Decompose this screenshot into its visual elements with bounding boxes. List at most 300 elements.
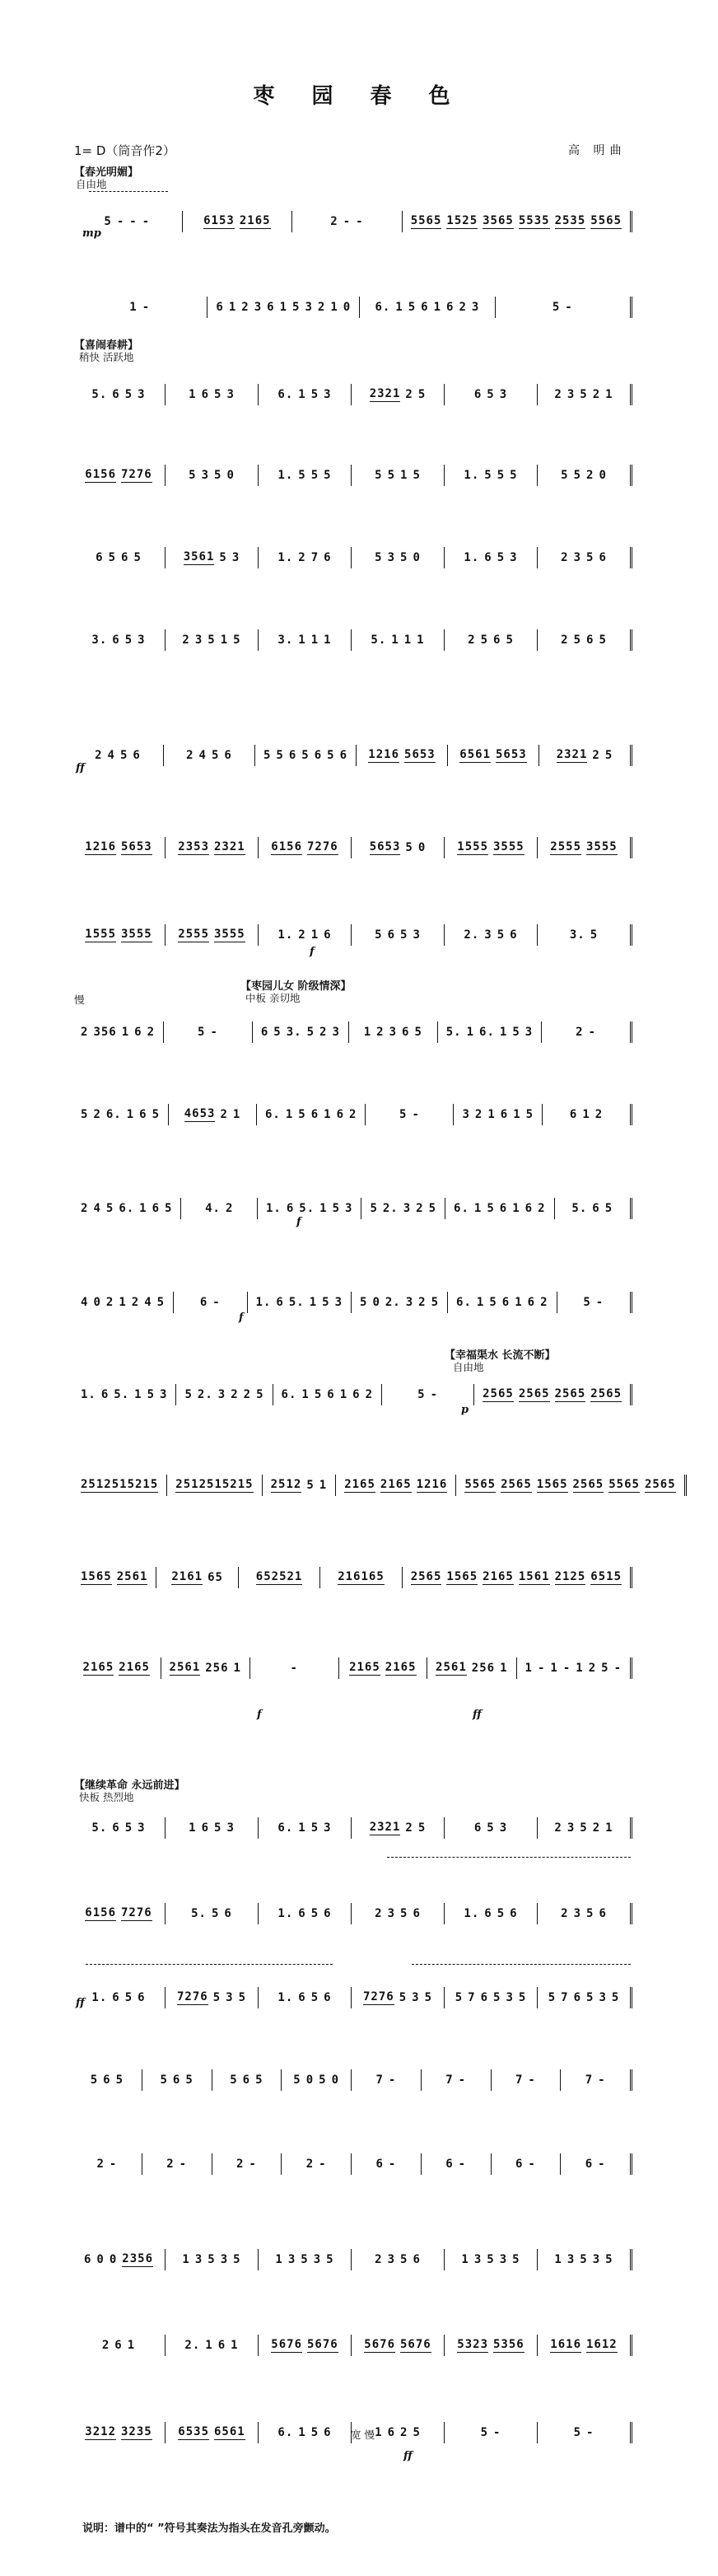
beam-line <box>117 1584 148 1585</box>
note-text: - <box>388 2158 397 2171</box>
note-text: 1616 <box>550 2338 581 2351</box>
note-text: 2 <box>594 1108 604 1121</box>
note-text: 0 <box>413 551 421 564</box>
note-text: - <box>116 215 125 228</box>
note-group <box>538 1202 545 1215</box>
note-group <box>254 301 262 314</box>
measure <box>174 1292 247 1313</box>
note-group <box>405 1821 413 1835</box>
note-group <box>506 633 513 647</box>
note-text: 1 <box>298 1821 306 1835</box>
note-group <box>265 1108 281 1121</box>
measure <box>474 1384 632 1405</box>
beam-line <box>203 228 235 229</box>
note-group <box>91 2073 98 2087</box>
note-group <box>418 388 426 401</box>
note-group <box>493 2338 525 2353</box>
note-group <box>173 2073 180 2087</box>
note-group <box>306 2158 314 2171</box>
measure <box>166 2335 259 2356</box>
note-group <box>389 2158 396 2171</box>
note-text: 5653 <box>404 748 436 761</box>
note-group <box>277 928 293 942</box>
note-group <box>574 551 581 564</box>
note-group <box>81 1570 112 1585</box>
note-text: 2 <box>95 749 103 762</box>
note-text: 1 <box>301 1388 310 1401</box>
note-text: 1. <box>464 551 480 564</box>
note-group <box>93 1026 116 1039</box>
note-text: 2165 <box>483 1570 514 1583</box>
note-text: 5 <box>493 1991 501 2004</box>
beam-line <box>550 2352 581 2353</box>
note-group <box>645 1478 676 1493</box>
note-group <box>574 633 581 647</box>
note-group <box>81 1202 88 1215</box>
note-group <box>125 633 133 647</box>
beam-line <box>271 2352 302 2353</box>
note-group <box>493 633 501 647</box>
note-group <box>182 2253 189 2266</box>
note-text: 5 <box>147 1388 156 1401</box>
note-group <box>459 2158 466 2171</box>
note-group <box>263 749 271 762</box>
beam-line <box>307 854 338 855</box>
measure <box>445 1198 554 1219</box>
note-group <box>395 301 403 314</box>
note-text: 1 <box>330 301 338 314</box>
note-text: 6 <box>387 928 395 942</box>
note-group <box>324 1907 331 1920</box>
note-group <box>189 1821 196 1835</box>
note-group <box>417 1388 425 1401</box>
note-group <box>271 1478 302 1493</box>
note-group <box>117 1570 148 1585</box>
note-text: 6 <box>484 1907 492 1920</box>
note-text: 3 <box>499 388 508 401</box>
note-group <box>574 469 581 482</box>
note-group <box>538 1662 545 1675</box>
measure <box>403 1567 632 1588</box>
note-group <box>121 468 152 483</box>
note-text: 2 <box>225 1202 234 1215</box>
note-text: 6 <box>493 633 501 647</box>
note-text: 3 <box>473 2253 483 2266</box>
note-text: 6156 <box>85 468 116 481</box>
note-text: 5 <box>301 2253 309 2266</box>
measure <box>259 2335 352 2356</box>
measure <box>403 211 632 232</box>
note-group <box>241 301 249 314</box>
note-text: 6561 <box>214 2425 245 2438</box>
note-group <box>184 550 215 565</box>
note-text: 1. <box>277 551 294 564</box>
note-text: 7 <box>515 2073 524 2087</box>
note-group <box>483 1387 514 1402</box>
note-group <box>91 633 107 647</box>
note-text: 6. <box>265 1108 281 1121</box>
note-group <box>226 1202 233 1215</box>
note-text: 5. <box>114 1388 130 1401</box>
note-group <box>590 1570 622 1585</box>
note-group <box>349 1661 380 1676</box>
note-group <box>375 2073 383 2087</box>
note-group <box>229 301 236 314</box>
note-group <box>230 2073 237 2087</box>
note-text: 2565 <box>483 1387 514 1400</box>
note-text: 3 <box>566 388 576 401</box>
note-group <box>493 2426 501 2439</box>
note-text: 1 <box>487 1108 496 1121</box>
measure <box>448 1292 557 1313</box>
note-group <box>212 1296 220 1309</box>
note-text: 5 <box>105 1202 114 1215</box>
note-text: 3 <box>413 928 421 942</box>
note-text: 2 <box>93 1108 101 1121</box>
measure <box>445 2422 538 2443</box>
note-text: 2165 <box>349 1661 380 1674</box>
note-group <box>590 214 622 229</box>
measure <box>538 2422 632 2443</box>
note-text: 5 <box>417 388 427 401</box>
beam-line <box>590 1584 622 1585</box>
note-group <box>413 928 420 942</box>
note-group <box>104 215 111 228</box>
note-group <box>138 388 145 401</box>
note-text: 2165 <box>82 1661 114 1674</box>
beam-line <box>590 1401 622 1402</box>
note-group <box>311 633 319 647</box>
note-group <box>298 1821 305 1835</box>
note-text: 1 <box>339 1388 348 1401</box>
note-text: 3 <box>510 551 518 564</box>
note-group <box>434 301 441 314</box>
note-text: - <box>430 1388 438 1401</box>
note-group <box>220 1108 227 1121</box>
note-text: 1. <box>265 1202 282 1215</box>
note-group <box>483 1570 514 1585</box>
note-text: 3 <box>231 551 240 564</box>
note-group <box>109 551 116 564</box>
beam-line <box>170 1675 201 1676</box>
note-group <box>324 551 331 564</box>
note-group <box>178 2425 209 2440</box>
note-text: 2 <box>235 2158 245 2171</box>
note-text: 5676 <box>307 2338 338 2351</box>
composer: 高 明曲 <box>568 144 627 157</box>
note-group <box>413 469 420 482</box>
beam-line <box>483 1584 514 1585</box>
note-text: 2 <box>375 1907 383 1920</box>
staff-row-8 <box>72 834 632 862</box>
note-text: 65 <box>207 1571 223 1584</box>
note-group <box>332 2073 339 2087</box>
note-group <box>464 928 479 942</box>
note-group <box>513 1108 520 1121</box>
staff-row-15 <box>72 1471 676 1499</box>
note-group <box>599 551 606 564</box>
beam-line <box>550 854 581 855</box>
section-label-1: 【春光明媚】 <box>74 166 139 179</box>
note-text: - <box>595 1296 604 1309</box>
measure <box>352 837 445 858</box>
measure <box>72 1987 166 2008</box>
note-group <box>408 301 416 314</box>
note-group <box>582 1108 590 1121</box>
note-text: 6156 <box>85 1906 116 1919</box>
note-text: 7 <box>468 1991 476 2004</box>
measure <box>557 1292 632 1313</box>
note-group <box>226 1991 233 2004</box>
note-group <box>512 1202 520 1215</box>
note-group <box>91 388 107 401</box>
note-text: 1 <box>515 1296 523 1309</box>
note-text: 2 <box>561 551 569 564</box>
beam-line <box>364 2352 395 2353</box>
note-group <box>487 388 494 401</box>
note-group <box>464 1478 496 1493</box>
measure <box>253 1022 349 1043</box>
note-text: 5 <box>487 2253 495 2266</box>
note-text: 6 <box>267 301 275 314</box>
note-text: - <box>537 1662 546 1675</box>
note-group <box>525 1202 533 1215</box>
note-text: 6. <box>375 301 391 314</box>
note-group <box>202 1821 209 1835</box>
note-group <box>500 2253 507 2266</box>
note-group <box>388 2253 395 2266</box>
note-text: 5 <box>156 1296 166 1309</box>
note-text: 1555 <box>457 840 488 853</box>
note-group <box>467 1026 474 1039</box>
note-text: 2 <box>105 1296 114 1309</box>
note-text: 3 <box>484 928 492 942</box>
note-text: 5 <box>198 1026 206 1039</box>
note-group <box>298 388 305 401</box>
note-group <box>605 1821 613 1835</box>
note-group <box>574 2426 581 2439</box>
note-text: 2 <box>375 2253 383 2266</box>
note-group <box>147 1388 155 1401</box>
note-group <box>550 1662 557 1675</box>
note-group <box>400 469 408 482</box>
note-text: 5 <box>115 2073 124 2087</box>
note-group <box>487 1202 494 1215</box>
measure <box>259 2249 352 2270</box>
staff-row-18 <box>72 1814 632 1842</box>
key-signature: 1= D（筒音作2） <box>74 143 175 158</box>
beam-line <box>171 1584 203 1585</box>
beam-line <box>184 564 215 565</box>
measure <box>259 629 352 651</box>
dynamic-f: f <box>310 946 315 958</box>
beam-line <box>214 854 245 855</box>
note-group <box>324 633 331 647</box>
note-text: 5 <box>212 1991 221 2004</box>
beam-line <box>645 1492 676 1493</box>
note-group <box>240 214 271 229</box>
note-text: 6 <box>324 928 332 942</box>
measure <box>72 1657 161 1679</box>
note-text: 1612 <box>586 2338 618 2351</box>
note-group <box>506 1991 513 2004</box>
measure <box>538 1903 632 1924</box>
note-text: 5 <box>211 1907 220 1920</box>
note-group <box>202 469 209 482</box>
tempo-marking-2: 稍快 活跃地 <box>79 351 134 363</box>
note-text: 3 <box>254 301 263 314</box>
note-group <box>446 301 454 314</box>
note-group <box>315 749 322 762</box>
note-text: 5 <box>512 1026 520 1039</box>
beam-line <box>271 1492 302 1493</box>
note-group <box>472 301 479 314</box>
note-text: 5 <box>165 1202 173 1215</box>
note-group <box>306 1479 314 1492</box>
note-text: 5 <box>417 1821 427 1835</box>
note-text: 5 <box>552 301 561 314</box>
note-text: - <box>458 2158 467 2171</box>
note-text: 0 <box>305 2073 315 2087</box>
note-group <box>370 1821 401 1835</box>
note-text: 6 <box>499 1202 508 1215</box>
note-group <box>327 749 334 762</box>
note-text: 2 <box>538 1202 546 1215</box>
note-group <box>277 2426 293 2439</box>
note-text: 5 <box>104 215 112 228</box>
note-text: 5 <box>518 1991 527 2004</box>
note-group <box>195 633 203 647</box>
note-text: 2 <box>561 1907 569 1920</box>
note-group <box>340 749 347 762</box>
note-text: 3 <box>324 1821 332 1835</box>
note-text: 1 <box>500 1662 508 1675</box>
note-group <box>431 1388 438 1401</box>
note-group <box>91 1991 107 2004</box>
note-text: 1 <box>298 388 306 401</box>
note-text: 3565 <box>483 214 514 227</box>
note-text: 1 <box>499 1026 508 1039</box>
staff-row-16 <box>72 1564 632 1592</box>
note-group <box>189 469 196 482</box>
note-group <box>487 2253 494 2266</box>
beam-line <box>177 2004 208 2005</box>
note-text: 6 <box>121 551 129 564</box>
note-text: 1565 <box>81 1570 112 1583</box>
piece-title: 枣 园 春 色 <box>253 84 465 109</box>
note-group <box>501 1478 532 1493</box>
note-group <box>333 1202 340 1215</box>
note-text: 5 <box>306 1479 315 1492</box>
note-text: 1 <box>324 1108 332 1121</box>
note-text: 2 <box>376 1026 385 1039</box>
note-text: 6 <box>310 1108 319 1121</box>
beam-line <box>256 1584 303 1585</box>
measure <box>445 384 538 405</box>
measure <box>207 297 360 318</box>
note-text: 6 <box>100 1388 110 1401</box>
measure <box>166 837 259 858</box>
trill-line <box>89 191 168 195</box>
note-text: 2 <box>468 633 476 647</box>
note-text: 2 <box>576 1026 584 1039</box>
note-text: 1216 <box>85 840 116 853</box>
dynamic-mp: mp <box>82 227 101 240</box>
note-text: 6 <box>112 1991 120 2004</box>
note-group <box>340 1388 347 1401</box>
beam-line <box>436 1675 467 1676</box>
note-group <box>180 2158 187 2171</box>
note-text: 1. <box>277 928 294 942</box>
beam-line <box>557 762 588 763</box>
note-text: 5323 <box>457 2338 488 2351</box>
note-text: - <box>586 2426 594 2439</box>
measure <box>352 1292 448 1313</box>
note-text: 6 <box>352 1388 361 1401</box>
note-group <box>125 1991 133 2004</box>
note-text: 3 <box>573 551 581 564</box>
measure <box>542 1022 632 1043</box>
note-group <box>205 1662 228 1675</box>
note-group <box>231 1388 238 1401</box>
measure <box>72 1817 166 1839</box>
note-group <box>122 1026 129 1039</box>
staff-row-6 <box>72 626 632 654</box>
beam-line <box>349 1675 380 1676</box>
note-text: 1. <box>91 1991 108 2004</box>
note-group <box>574 1907 581 1920</box>
note-group <box>599 1907 606 1920</box>
note-text: 6 <box>138 1991 146 2004</box>
note-text: 5 <box>327 749 335 762</box>
measure <box>492 2069 562 2091</box>
measure <box>72 384 166 405</box>
note-text: 0 <box>331 2073 339 2087</box>
measure <box>166 547 259 568</box>
note-group <box>288 2253 296 2266</box>
note-text: 1 <box>476 1296 485 1309</box>
beam-line <box>338 1584 385 1585</box>
measure <box>258 1198 361 1219</box>
measure <box>72 1475 167 1496</box>
note-group <box>138 633 145 647</box>
note-group <box>537 1478 568 1493</box>
note-text: 5 <box>487 388 495 401</box>
note-text: 3 <box>226 388 235 401</box>
note-text: 5 <box>306 1026 315 1039</box>
note-group <box>226 388 234 401</box>
note-text: 3 <box>201 469 209 482</box>
beam-line <box>483 1401 514 1402</box>
note-group <box>446 1570 478 1585</box>
measure <box>352 2249 445 2270</box>
note-text: 1 <box>363 1026 372 1039</box>
note-text: 5 <box>310 388 319 401</box>
note-text: 6 <box>201 388 209 401</box>
note-text: 5 <box>580 1821 588 1835</box>
note-text: 2 <box>592 1821 601 1835</box>
measure <box>72 1022 164 1043</box>
note-text: 1525 <box>446 214 478 227</box>
note-group <box>576 1662 583 1675</box>
note-text: 1 <box>461 2253 469 2266</box>
note-text: 5 <box>214 1821 222 1835</box>
note-group <box>400 1907 408 1920</box>
note-text: 6 <box>324 551 332 564</box>
note-group <box>413 2426 420 2439</box>
note-text: 3 <box>334 1296 343 1309</box>
note-group <box>110 2158 117 2171</box>
